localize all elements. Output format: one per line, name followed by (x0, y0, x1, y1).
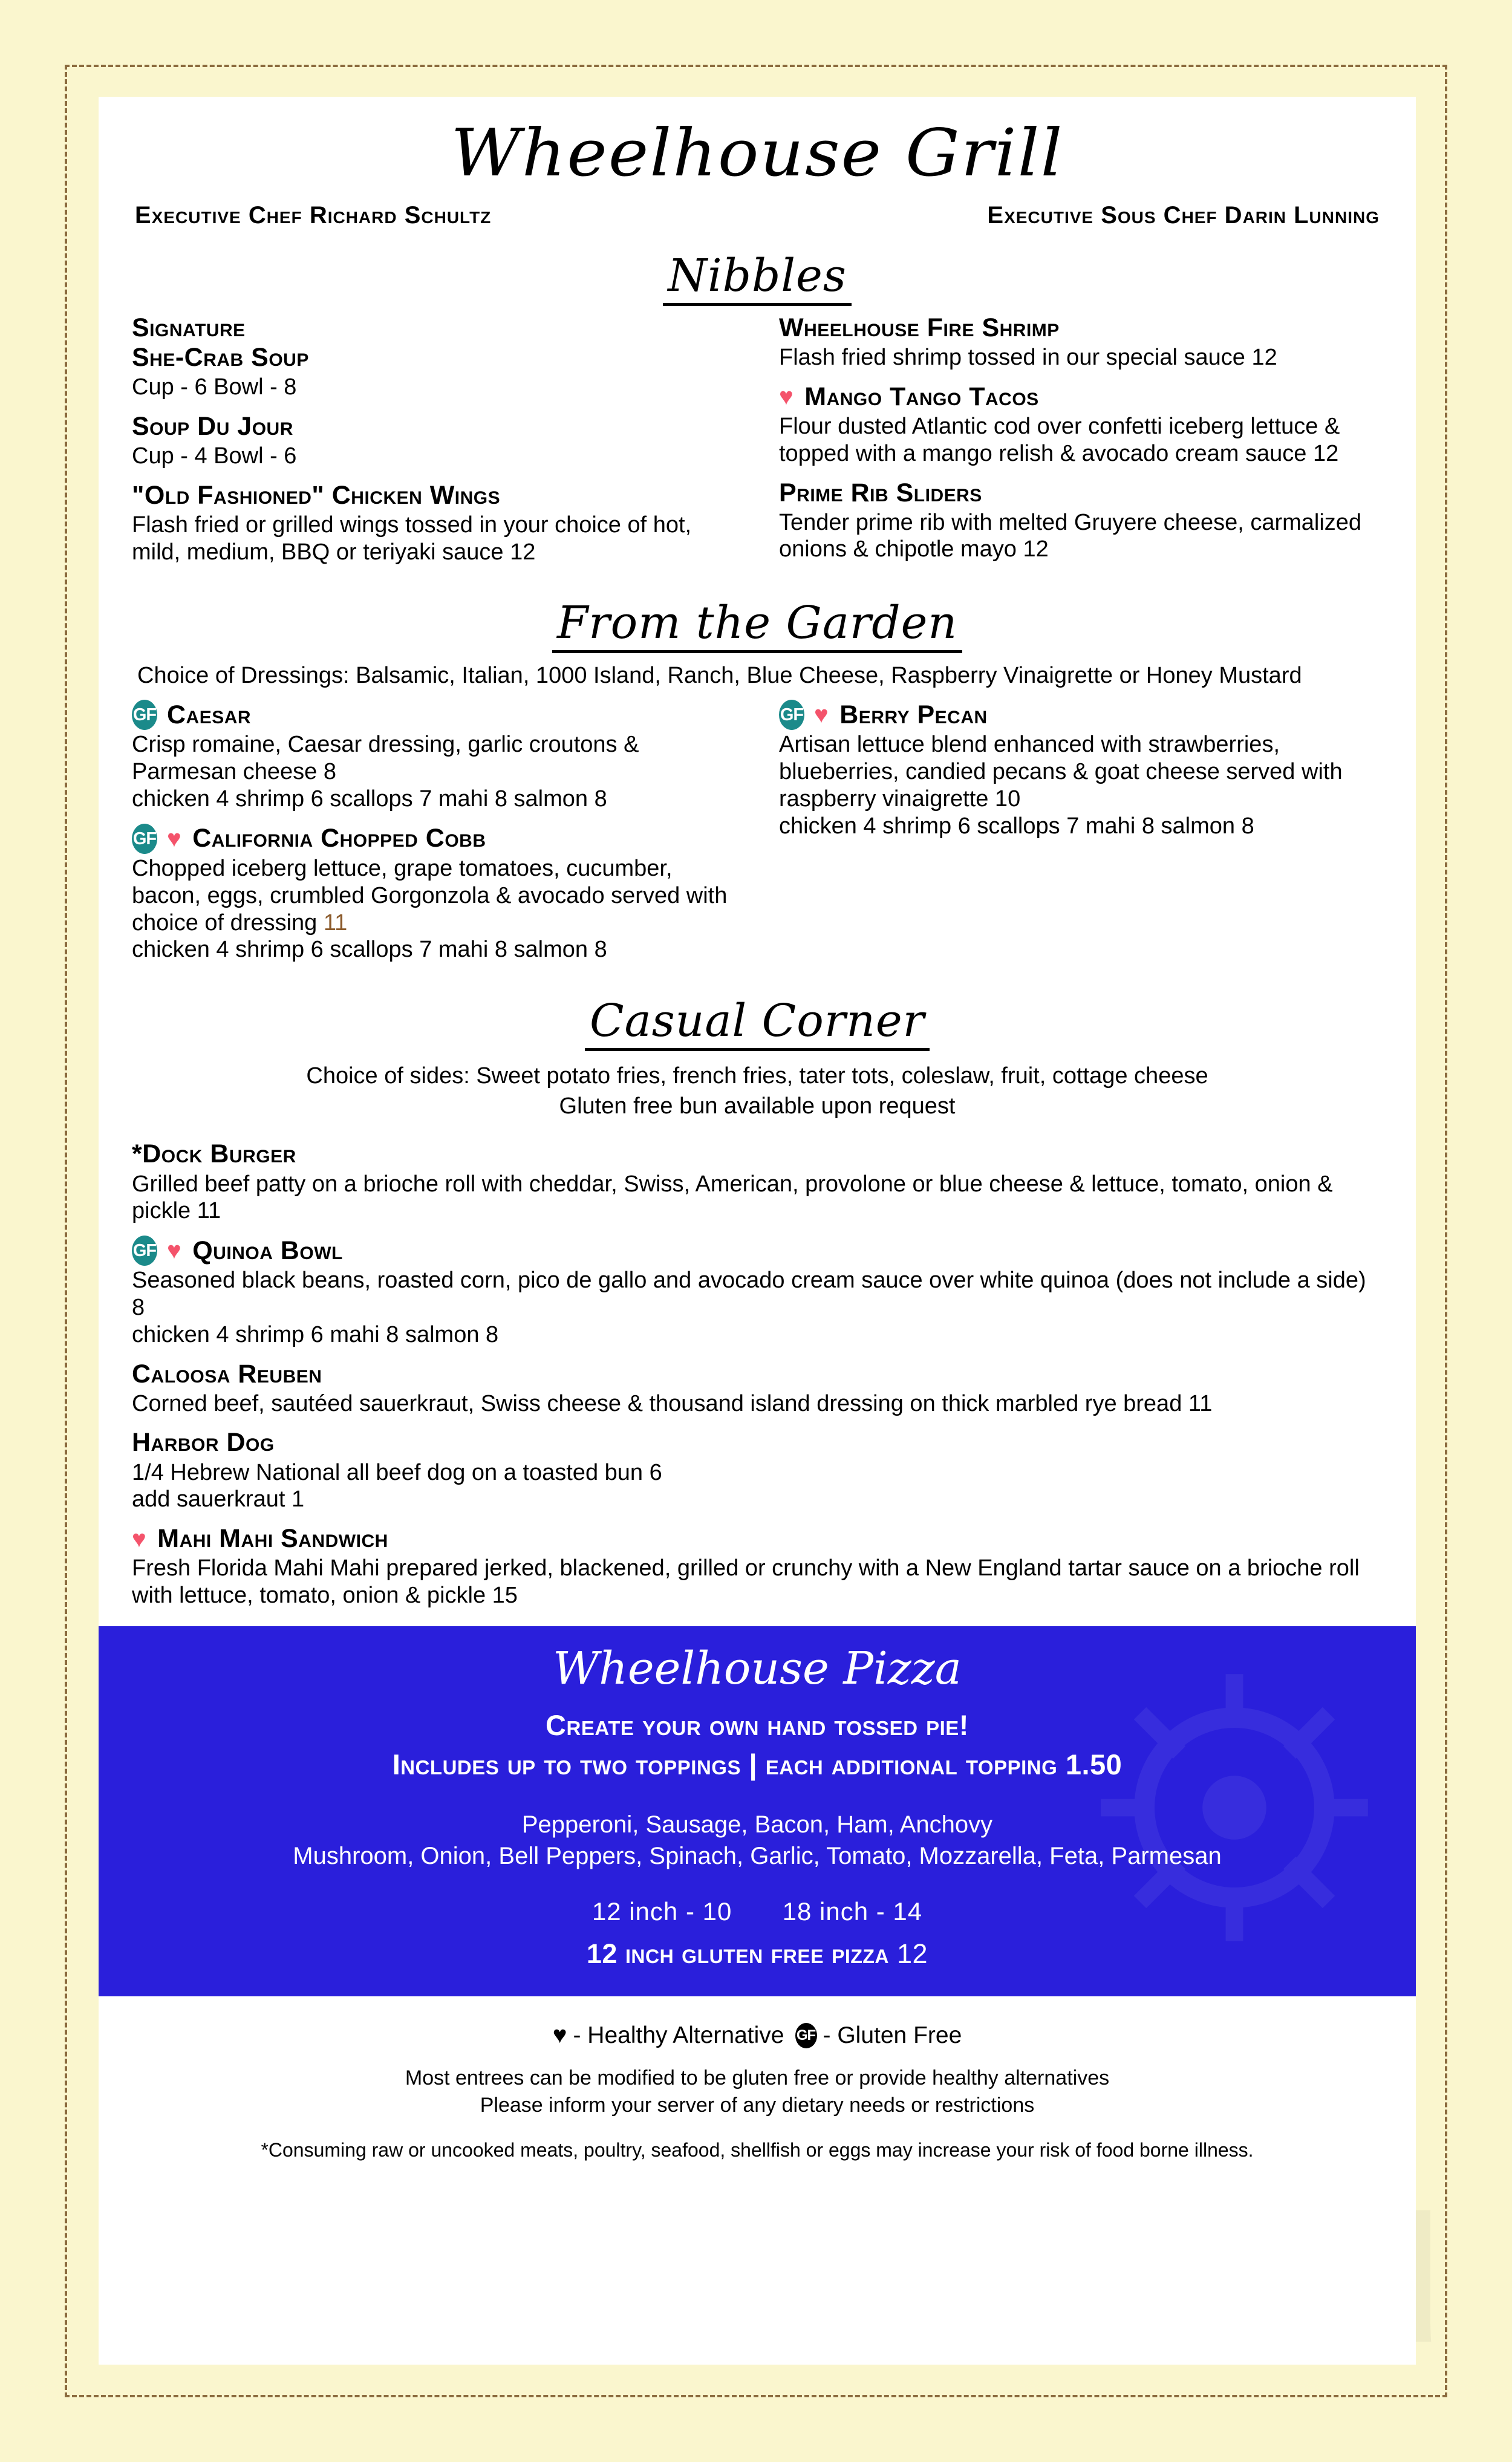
item-description (132, 855, 735, 936)
item-description: Grilled beef patty on a brioche roll with cheddar, Swiss, American, provolone or blue cheese & lettuce, tomato, onion & pickle 11 (132, 1171, 1333, 1224)
item-name-line1: Caesar (167, 700, 252, 729)
item-description-text: Chopped iceberg lettuce, grape tomatoes, cucumber, bacon, eggs, crumbled Gorgonzola & avocado served with choice of dressing (132, 855, 728, 936)
healthy-heart-icon: ♥ (132, 1525, 147, 1552)
pizza-gluten-free-option (99, 1938, 1416, 1970)
menu-item (779, 700, 1383, 839)
menu-item (779, 313, 1383, 371)
menu-item (132, 1360, 1383, 1418)
sides-line-1: Choice of sides: Sweet potato fries, french fries, tater tots, coleslaw, fruit, cottage cheese (306, 1063, 1208, 1089)
pizza-tagline-2: Includes up to two toppings | each additional topping 1.50 (392, 1748, 1123, 1780)
footer-note (99, 2065, 1416, 2118)
healthy-heart-icon: ♥ (167, 1237, 182, 1265)
item-name (132, 824, 735, 854)
legend (99, 2022, 1416, 2049)
pizza-size-large: 18 inch - 14 (782, 1897, 923, 1926)
casual-sides-note (99, 1058, 1416, 1139)
chef-credits (99, 186, 1416, 229)
menu-item (132, 1139, 1383, 1225)
legend-gluten-free-label: - Gluten Free (823, 2022, 962, 2048)
item-name-line1: Soup Du Jour (132, 411, 293, 441)
page-title: Wheelhouse Grill (451, 116, 1064, 191)
item-description: Crisp romaine, Caesar dressing, garlic croutons & Parmesan cheese 8 (132, 732, 639, 785)
section-heading-garden (99, 597, 1416, 653)
footer-note-line-2: Please inform your server of any dietary needs or restrictions (480, 2093, 1035, 2117)
item-addons: chicken 4 shrimp 6 mahi 8 salmon 8 (132, 1321, 499, 1347)
section-title-text: Casual Corner (585, 995, 930, 1051)
item-name (132, 1236, 1383, 1266)
item-description: Flour dusted Atlantic cod over confetti iceberg lettuce & topped with a mango relish & avocado cream sauce 12 (779, 413, 1340, 466)
healthy-heart-icon: ♥ (552, 2022, 567, 2049)
item-addons: chicken 4 shrimp 6 scallops 7 mahi 8 salmon 8 (779, 813, 1254, 839)
item-description: Seasoned black beans, roasted corn, pico de gallo and avocado cream sauce over white quinoa (does not include a side) 8 (132, 1268, 1366, 1320)
pizza-sizes (99, 1897, 1416, 1926)
pizza-gf-label: 12 inch gluten free pizza (586, 1938, 898, 1970)
pizza-gf-price: 12 (897, 1938, 928, 1970)
item-name (132, 313, 735, 343)
item-name (132, 1524, 1383, 1554)
pizza-toppings (99, 1809, 1416, 1872)
pizza-toppings-line-1: Pepperoni, Sausage, Bacon, Ham, Anchovy (521, 1811, 993, 1838)
item-description: Fresh Florida Mahi Mahi prepared jerked, blackened, grilled or crunchy with a New England tartar sauce on a brioche roll with lettuce, tomato, onion & pickle 15 (132, 1555, 1360, 1608)
item-description: Cup - 6 Bowl - 8 (132, 374, 297, 400)
item-addons: add sauerkraut 1 (132, 1487, 305, 1513)
healthy-heart-icon: ♥ (167, 825, 182, 852)
item-name (779, 313, 1383, 343)
item-name-line1: Harbor Dog (132, 1428, 275, 1457)
menu-footer (99, 1996, 1416, 2161)
item-name (132, 1139, 1383, 1169)
item-name (132, 343, 735, 373)
nibbles-right-column (757, 313, 1383, 576)
item-description: Flash fried or grilled wings tossed in your choice of hot, mild, medium, BBQ or teriyaki sauce 12 (132, 512, 692, 565)
menu-item (132, 313, 735, 401)
section-heading-nibbles (99, 250, 1416, 306)
item-name (132, 700, 735, 730)
footer-note-line-1: Most entrees can be modified to be gluten free or provide healthy alternatives (405, 2066, 1110, 2090)
garden-left-column (132, 700, 757, 974)
item-name (779, 382, 1383, 412)
menu-item (132, 481, 735, 566)
item-name (779, 700, 1383, 730)
menu-sheet (99, 97, 1416, 2365)
item-name-line2: She-Crab Soup (132, 343, 309, 373)
garden-columns (99, 700, 1416, 974)
item-description: 1/4 Hebrew National all beef dog on a toasted bun 6 (132, 1459, 662, 1485)
item-name (132, 412, 735, 441)
item-name-line1: *Dock Burger (132, 1139, 296, 1169)
item-name-line1: Quinoa Bowl (192, 1236, 343, 1265)
menu-item (132, 1428, 1383, 1513)
garden-right-column (757, 700, 1383, 974)
section-heading-casual (99, 995, 1416, 1051)
legend-healthy-label: - Healthy Alternative (573, 2022, 784, 2048)
gluten-free-icon: GF (795, 2023, 817, 2048)
footer-disclaimer: *Consuming raw or uncooked meats, poultry, seafood, shellfish or eggs may increase your risk of food borne illness. (261, 2138, 1254, 2161)
item-name (779, 478, 1383, 508)
item-name-line1: Mango Tango Tacos (804, 382, 1039, 411)
item-addons: chicken 4 shrimp 6 scallops 7 mahi 8 salmon 8 (132, 786, 607, 812)
item-name (132, 1428, 1383, 1457)
pizza-title: Wheelhouse Pizza (553, 1642, 962, 1695)
executive-chef-label: Executive Chef Richard Schultz (135, 202, 492, 229)
item-description: Cup - 4 Bowl - 6 (132, 443, 297, 469)
menu-item (132, 1524, 1383, 1609)
menu-item (132, 1236, 1383, 1348)
item-name-line1: Wheelhouse Fire Shrimp (779, 313, 1060, 342)
item-name-line1: Mahi Mahi Sandwich (157, 1524, 388, 1554)
item-description: Flash fried shrimp tossed in our special sauce 12 (779, 345, 1277, 371)
menu-item (132, 700, 735, 812)
sous-chef-label: Executive Sous Chef Darin Lunning (987, 202, 1380, 229)
nibbles-left-column (132, 313, 757, 576)
item-name-line1: "Old Fashioned" Chicken Wings (132, 480, 501, 510)
casual-items (99, 1139, 1416, 1609)
dressings-line: Choice of Dressings: Balsamic, Italian, 1000 Island, Ranch, Blue Cheese, Raspberry Vinaigrette or Honey Mustard (137, 663, 1302, 689)
item-name-line1: Caloosa Reuben (132, 1359, 322, 1389)
item-description: Tender prime rib with melted Gruyere cheese, carmalized onions & chipotle mayo 12 (779, 509, 1362, 562)
pizza-section (99, 1626, 1416, 1997)
menu-item (132, 412, 735, 470)
healthy-heart-icon: ♥ (779, 383, 794, 411)
item-name-line1: California Chopped Cobb (192, 824, 486, 853)
item-name (132, 481, 735, 510)
menu-item (779, 382, 1383, 467)
item-price: 11 (323, 910, 348, 936)
pizza-tagline-1: Create your own hand tossed pie! (546, 1708, 969, 1741)
menu-item (132, 824, 735, 963)
item-addons: chicken 4 shrimp 6 scallops 7 mahi 8 salmon 8 (132, 937, 607, 963)
gluten-free-icon: GF (779, 700, 804, 730)
healthy-heart-icon: ♥ (814, 702, 829, 729)
sides-line-2: Gluten free bun available upon request (559, 1093, 956, 1119)
item-name-line1: Signature (132, 313, 246, 342)
menu-item (779, 478, 1383, 564)
pizza-toppings-line-2: Mushroom, Onion, Bell Peppers, Spinach, Garlic, Tomato, Mozzarella, Feta, Parmesan (293, 1843, 1222, 1870)
item-description: Corned beef, sautéed sauerkraut, Swiss cheese & thousand island dressing on thick marbled rye bread 11 (132, 1390, 1213, 1416)
item-name (132, 1360, 1383, 1389)
section-title-text: Nibbles (663, 250, 852, 306)
item-name-line1: Prime Rib Sliders (779, 478, 982, 507)
pizza-size-small: 12 inch - 10 (591, 1897, 732, 1926)
section-title-text: From the Garden (552, 597, 962, 653)
gluten-free-icon: GF (132, 824, 157, 854)
gluten-free-icon: GF (132, 700, 157, 730)
item-description: Artisan lettuce blend enhanced with strawberries, blueberries, candied pecans & goat cheese served with raspberry vinaigrette 10 (779, 732, 1343, 812)
nibbles-columns (99, 313, 1416, 576)
gluten-free-icon: GF (132, 1236, 157, 1266)
item-name-line1: Berry Pecan (839, 700, 988, 729)
